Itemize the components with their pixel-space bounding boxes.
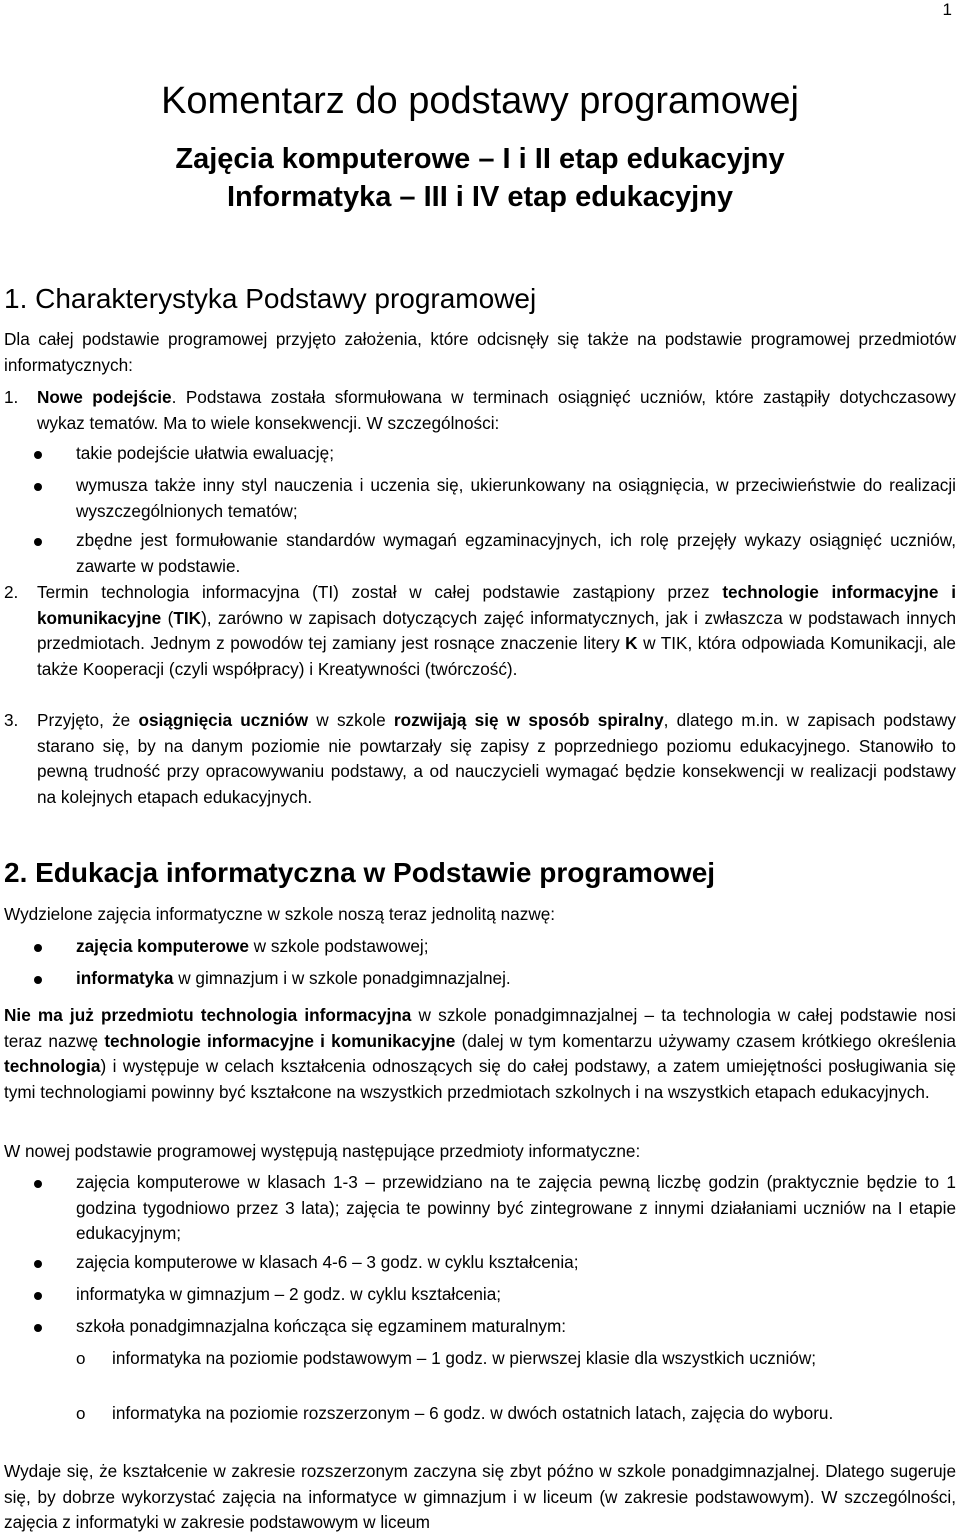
sub-list-item bbox=[76, 1401, 956, 1427]
bullet-icon bbox=[34, 1180, 42, 1188]
bullet-icon bbox=[34, 538, 42, 546]
item-text: Przyjęto, że bbox=[37, 710, 139, 730]
list-item-text: zajęcia komputerowe w klasach 1-3 – przewidziano na te zajęcia pewną liczbę godzin (praktycznie będzie to 1 godzina tygodniowo przez 3 lata); zajęcia te powinny być zintegrowane z innymi działaniami uczniów na I etapie edukacyjnym; bbox=[76, 1172, 956, 1244]
para-bold: Nie ma już przedmiotu technologia informacyjna bbox=[4, 1005, 412, 1025]
list-item bbox=[76, 528, 956, 579]
page-number: 1 bbox=[942, 0, 952, 19]
item-text: Termin technologia informacyjna (TI) został w całej podstawie zastąpiony przez bbox=[37, 582, 723, 602]
list-item bbox=[76, 966, 956, 992]
list-item bbox=[76, 473, 956, 524]
list-item bbox=[76, 1314, 956, 1340]
list-item-text: szkoła ponadgimnazjalna kończąca się egzaminem maturalnym: bbox=[76, 1316, 567, 1336]
item-bold: K bbox=[625, 633, 638, 654]
item-text: ( bbox=[161, 607, 174, 628]
document-subtitle bbox=[0, 140, 960, 216]
item-text: , dlatego m.in. w zapisach podstawy starano się, by na danym poziomie nie powtarzały się zapisy z poprzedniego poziomu edukacyjnego. Stanowiło to pewną trudność przy opracowywaniu podstawy, a od nauczycieli wymagać będzie konsekwencji w realizacji podstawy na kolejnych etapach edukacyjnych. bbox=[37, 710, 956, 807]
section-2-intro: Wydzielone zajęcia informatyczne w szkole noszą teraz jednolitą nazwę: bbox=[4, 904, 556, 924]
document-title: Komentarz do podstawy programowej bbox=[161, 80, 799, 122]
list-item-text: wymusza także inny styl nauczenia i uczenia się, ukierunkowany na osiągnięcia, w przeciwieństwie do realizacji wyszczególnionych tematów; bbox=[76, 475, 956, 521]
item-number: 2. bbox=[4, 582, 19, 602]
item-bold: rozwijają się w sposób spiralny bbox=[393, 710, 664, 730]
circle-bullet-icon: o bbox=[76, 1349, 86, 1368]
bullet-icon bbox=[34, 976, 42, 984]
section-2-paragraph bbox=[4, 1003, 956, 1105]
item-bold-lead: Nowe podejście bbox=[37, 387, 172, 407]
para-bold: technologie informacyjne i komunikacyjne bbox=[104, 1030, 456, 1051]
list-item-text: w szkole podstawowej; bbox=[248, 936, 429, 956]
numbered-item-3 bbox=[4, 708, 956, 810]
bullet-icon bbox=[34, 451, 42, 459]
section-1-intro: Dla całej podstawie programowej przyjęto założenia, które odcisnęły się także na podstawie programowej przedmiotów informatycznych: bbox=[4, 329, 956, 375]
sub-list-item bbox=[76, 1346, 956, 1372]
sub-list-item-text: informatyka na poziomie podstawowym – 1 godz. w pierwszej klasie dla wszystkich uczniów; bbox=[112, 1348, 817, 1368]
section-1-heading: 1. Charakterystyka Podstawy programowej bbox=[4, 283, 537, 314]
closing-paragraph: Wydaje się, że kształcenie w zakresie rozszerzonym zaczyna się zbyt późno w szkole ponadgimnazjalnej. Dlatego sugeruje się, by dobrze wykorzystać zajęcia na informatyce w gimnazjum i w liceum (w zakresie podstawowym). W szczególności, zajęcia z informatyki w zakresie podstawowym w liceum bbox=[4, 1461, 956, 1533]
list-item-text: takie podejście ułatwia ewaluację; bbox=[76, 443, 334, 463]
item-bold: TIK bbox=[173, 607, 202, 628]
list-item bbox=[76, 1250, 956, 1276]
para-bold: technologia bbox=[4, 1056, 101, 1077]
list-item bbox=[76, 934, 956, 960]
item-text: ), zarówno w zapisach dotyczących zajęć informatycznych, jak i zwłaszcza w podstawach innych przedmiotach. Jednym z powodów tej zamiany jest rosnące znaczenie litery bbox=[37, 607, 957, 654]
subtitle-line-2: Informatyka – III i IV etap edukacyjny bbox=[226, 181, 734, 213]
bullet-icon bbox=[34, 1260, 42, 1268]
bullet-icon bbox=[34, 944, 42, 952]
item-text: w TIK, która odpowiada Komunikacji, ale także Kooperacji (czyli współpracy) i Kreatywności (twórczość). bbox=[37, 633, 956, 679]
bullet-icon bbox=[34, 1292, 42, 1300]
item-bold: osiągnięcia uczniów bbox=[138, 710, 309, 730]
para-text: w szkole ponadgimnazjalnej – ta technologia w całej podstawie nosi teraz nazwę bbox=[4, 1005, 956, 1051]
para-text: ) i występuje w celach kształcenia odnoszących się do całej podstawy, a zatem umiejętności posługiwania się tymi technologiami powinny być kształcone na wszystkich przedmiotach szkolnych i na wszystkich etapach edukacyjnych. bbox=[4, 1056, 956, 1102]
list-item bbox=[76, 441, 956, 467]
sub-list-item-text: informatyka na poziomie rozszerzonym – 6 godz. w dwóch ostatnich latach, zajęcia do wyboru. bbox=[112, 1403, 834, 1423]
list-item-bold: zajęcia komputerowe bbox=[76, 936, 249, 956]
section-2-heading: 2. Edukacja informatyczna w Podstawie programowej bbox=[4, 857, 716, 888]
item-bold: technologie informacyjne i komunikacyjne bbox=[37, 582, 956, 628]
subtitle-line-1: Zajęcia komputerowe – I i II etap edukacyjny bbox=[175, 143, 785, 175]
numbered-item-2 bbox=[4, 580, 956, 682]
subjects-intro: W nowej podstawie programowej występują następujące przedmioty informatyczne: bbox=[4, 1141, 641, 1161]
item-number: 1. bbox=[4, 387, 19, 407]
list-item-text: zbędne jest formułowanie standardów wymagań egzaminacyjnych, ich rolę przejęły wykazy osiągnięć uczniów, zawarte w podstawie. bbox=[76, 530, 956, 576]
item-text: . Podstawa została sformułowana w terminach osiągnięć uczniów, które zastąpiły dotychczasowy wykaz tematów. Ma to wiele konsekwencji. W szczególności: bbox=[37, 387, 956, 433]
circle-bullet-icon: o bbox=[76, 1404, 86, 1423]
item-text: w szkole bbox=[308, 710, 394, 730]
list-item-text: zajęcia komputerowe w klasach 4-6 – 3 godz. w cyklu kształcenia; bbox=[76, 1252, 579, 1272]
list-item bbox=[76, 1170, 956, 1247]
list-item-text: w gimnazjum i w szkole ponadgimnazjalnej. bbox=[173, 968, 511, 988]
item-number: 3. bbox=[4, 710, 19, 730]
bullet-icon bbox=[34, 483, 42, 491]
list-item-text: informatyka w gimnazjum – 2 godz. w cyklu kształcenia; bbox=[76, 1284, 502, 1304]
para-text: (dalej w tym komentarzu używamy czasem krótkiego określenia bbox=[455, 1030, 956, 1051]
list-item bbox=[76, 1282, 956, 1308]
numbered-item-1 bbox=[4, 385, 956, 436]
bullet-icon bbox=[34, 1324, 42, 1332]
list-item-bold: informatyka bbox=[76, 968, 174, 988]
